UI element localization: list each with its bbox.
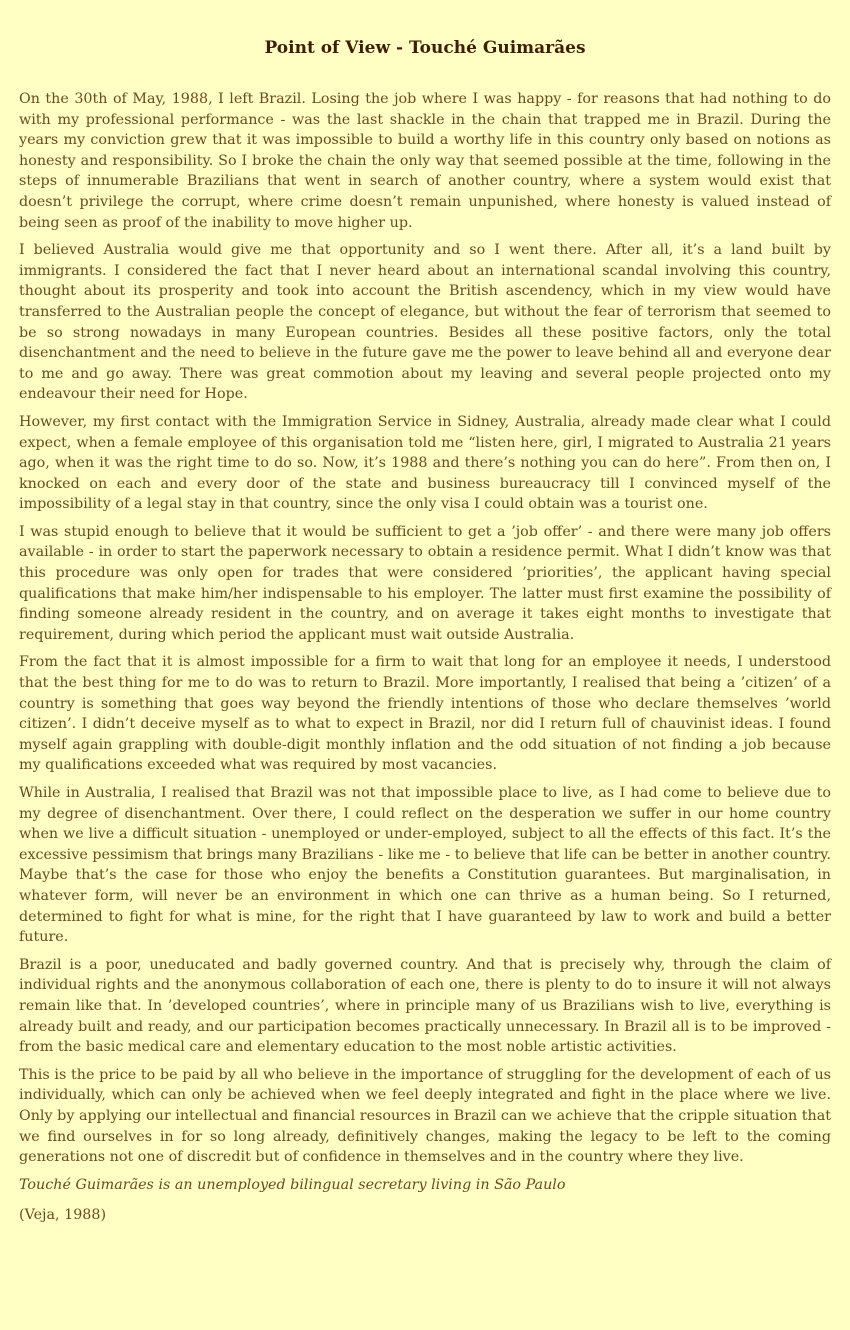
- article-paragraph: I was stupid enough to believe that it would be sufficient to get a ’job offer’ - and there were many job offers available - in order to start the paperwork necessary to obtain a residence permit. What I didn’t know was that this procedure was only open for trades that were considered ’priorities’, the applicant having special qualifications that make him/her indispensable to his employer. The latter must first examine the possibility of finding someone already resident in the country, and on average it takes eight months to investigate that requirement, during which period the applicant must wait outside Australia.: [19, 523, 831, 643]
- article-paragraph: I believed Australia would give me that opportunity and so I went there. After all, it’s a land built by immigrants. I considered the fact that I never heard about an international scandal involving this country, thought about its prosperity and took into account the British ascendency, which in my view would have transferred to the Australian people the concept of elegance, but without the fear of terrorism that seemed to be so strong nowadays in many European countries. Besides all these positive factors, only the total disenchantment and the need to believe in the future gave me the power to leave behind all and everyone dear to me and go away. There was great commotion about my leaving and several people projected onto my endeavour their need for Hope.: [19, 242, 831, 403]
- article-title: Point of View - Touché Guimarães: [264, 38, 586, 58]
- article-paragraph: On the 30th of May, 1988, I left Brazil. Losing the job where I was happy - for reasons that had nothing to do with my professional performance - was the last shackle in the chain that trapped me in Brazil. During the years my conviction grew that it was impossible to build a worthy life in this country only based on notions as honesty and responsibility. So I broke the chain the only way that seemed possible at the time, following in the steps of innumerable Brazilians that went in search of another country, where a system would exist that doesn’t privilege the corrupt, where crime doesn’t remain unpunished, where honesty is valued instead of being seen as proof of the inability to move higher up.: [19, 91, 831, 231]
- article-paragraph: Brazil is a poor, uneducated and badly governed country. And that is precisely why, through the claim of individual rights and the anonymous collaboration of each one, there is plenty to do to insure it will not always remain like that. In ’developed countries’, where in principle many of us Brazilians wish to live, everything is already built and ready, and our participation becomes practically unnecessary. In Brazil all is to be improved - from the basic medical care and elementary education to the most noble artistic activities.: [19, 956, 831, 1056]
- article-paragraph: From the fact that it is almost impossible for a firm to wait that long for an employee it needs, I understood that the best thing for me to do was to return to Brazil. More importantly, I realised that being a ’citizen’ of a country is something that goes way beyond the friendly intentions of those who declare themselves ’world citizen’. I didn’t deceive myself as to what to expect in Brazil, nor did I return full of chauvinist ideas. I found myself again grappling with double-digit monthly inflation and the odd situation of not finding a job because my qualifications exceeded what was required by most vacancies.: [19, 654, 831, 774]
- source-citation: (Veja, 1988): [19, 1207, 107, 1224]
- article-paragraph: While in Australia, I realised that Brazil was not that impossible place to live, as I had come to believe due to my degree of disenchantment. Over there, I could reflect on the desperation we suffer in our home country when we live a difficult situation - unemployed or under-employed, subject to all the effects of this fact. It’s the excessive pessimism that brings many Brazilians - like me - to believe that life can be better in another country. Maybe that’s the case for those who enjoy the benefits a Constitution guarantees. But marginalisation, in whatever form, will never be an environment in which one can thrive as a human being. So I returned, determined to fight for what is mine, for the right that I have guaranteed by law to work and build a better future.: [19, 785, 831, 946]
- author-byline: Touché Guimarães is an unemployed bilingual secretary living in São Paulo: [19, 1176, 566, 1193]
- article-paragraph: However, my first contact with the Immigration Service in Sidney, Australia, already made clear what I could expect, when a female employee of this organisation told me “listen here, girl, I migrated to Australia 21 years ago, when it was the right time to do so. Now, it’s 1988 and there’s nothing you can do here”. From then on, I knocked on each and every door of the state and business bureaucracy till I convinced myself of the impossibility of a legal stay in that country, since the only visa I could obtain was a tourist one.: [19, 413, 831, 513]
- article-paragraph: This is the price to be paid by all who believe in the importance of struggling for the development of each of us individually, which can only be achieved when we feel deeply integrated and fight in the place where we live. Only by applying our intellectual and financial resources in Brazil can we achieve that the cripple situation that we find ourselves in for so long already, definitively changes, making the legacy to be left to the coming generations not one of discredit but of confidence in themselves and in the country where they live.: [19, 1066, 831, 1166]
